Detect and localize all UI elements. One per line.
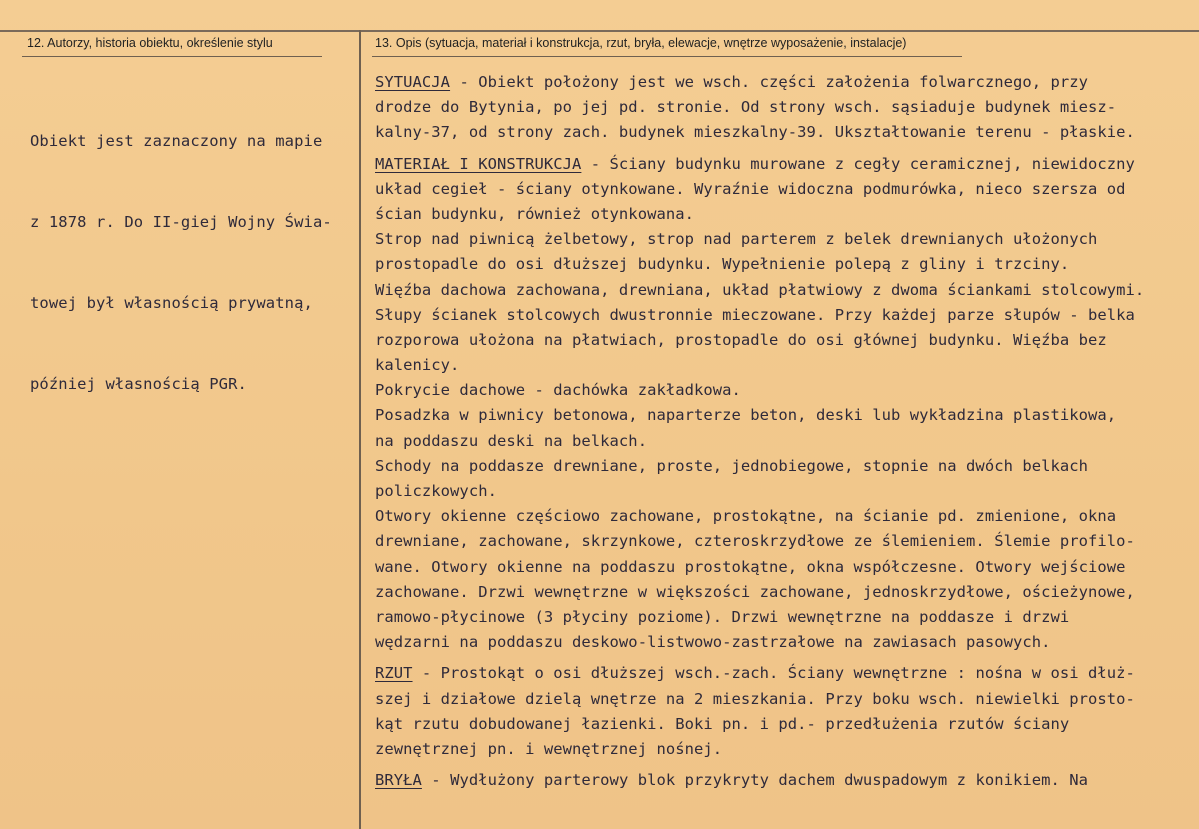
keyword-bryla: BRYŁA xyxy=(375,771,422,790)
text-line: policzkowych. xyxy=(375,482,497,500)
text-line: drewniane, zachowane, skrzynkowe, czteroskrzydłowe ze ślemieniem. Ślemie profilo- xyxy=(375,532,1135,551)
text-line: później własnością PGR. xyxy=(30,375,247,393)
text-line: szej i działowe dzielą wnętrze na 2 mieszkania. Przy boku wsch. niewielki prosto- xyxy=(375,689,1135,708)
text-line: z 1878 r. Do II-giej Wojny Świa- xyxy=(30,213,332,231)
text-line: prostopadle do osi dłuższej budynku. Wypełnienie polepą z gliny i trzciny. xyxy=(375,255,1070,274)
text-line: wędzarni na poddaszu deskowo-listwowo-zastrzałowe na zawiasach pasowych. xyxy=(375,633,1051,652)
heading-rule-right xyxy=(372,56,962,57)
section-13-body xyxy=(375,70,1185,793)
text-line: kalenicy. xyxy=(375,356,460,375)
text-line: ścian budynku, również otynkowana. xyxy=(375,204,694,223)
text-line: kalny-37, od strony zach. budynek mieszkalny-39. Ukształtowanie terenu - płaskie. xyxy=(375,123,1135,142)
text-line: RZUT - Prostokąt o osi dłuższej wsch.-zach. Ściany wewnętrzne : nośna w osi dłuż- xyxy=(375,664,1135,683)
text-line: MATERIAŁ I KONSTRUKCJA - Ściany budynku murowane z cegły ceramicznej, niewidoczny xyxy=(375,154,1135,173)
text-line: kąt rzutu dobudowanej łazienki. Boki pn. i pd.- przedłużenia rzutów ściany xyxy=(375,714,1070,733)
text-line: towej był własnością prywatną, xyxy=(30,294,313,312)
heading-rule-left xyxy=(22,56,322,57)
text-line: drodze do Bytynia, po jej pd. stronie. Od strony wsch. sąsiaduje budynek miesz- xyxy=(375,98,1117,117)
text-line: Posadzka w piwnicy betonowa, naparterze beton, deski lub wykładzina plastikowa, xyxy=(375,406,1117,425)
section-13-heading: 13. Opis (sytuacja, materiał i konstrukcja, rzut, bryła, elewacje, wnętrze wyposażenie, instalacje) xyxy=(375,36,907,50)
section-12-body xyxy=(30,74,350,452)
keyword-rzut: RZUT xyxy=(375,664,413,683)
keyword-material: MATERIAŁ I KONSTRUKCJA xyxy=(375,154,582,173)
text-line: Otwory okienne częściowo zachowane, prostokątne, na ścianie pd. zmienione, okna xyxy=(375,507,1117,526)
section-12-heading: 12. Autorzy, historia obiektu, określenie stylu xyxy=(27,36,273,50)
text-line: ramowo-płycinowe (3 płyciny poziome). Drzwi wewnętrzne na poddasze i drzwi xyxy=(375,607,1070,626)
text-line: wane. Otwory okienne na poddaszu prostokątne, okna współczesne. Otwory wejściowe xyxy=(375,557,1126,576)
keyword-sytuacja: SYTUACJA xyxy=(375,73,451,91)
column-divider xyxy=(359,30,361,829)
text-line: Pokrycie dachowe - dachówka zakładkowa. xyxy=(375,381,741,400)
text-line: BRYŁA - Wydłużony parterowy blok przykryty dachem dwuspadowym z konikiem. Na xyxy=(375,771,1089,790)
text-line: na poddaszu deski na belkach. xyxy=(375,431,648,450)
text-line: Więźba dachowa zachowana, drewniana, układ płatwiowy z dwoma ściankami stolcowymi. xyxy=(375,280,1145,299)
text-line: zachowane. Drzwi wewnętrzne w większości zachowane, jednoskrzydłowe, ościeżynowe, xyxy=(375,582,1135,601)
text-line: Obiekt jest zaznaczony na mapie xyxy=(30,132,323,150)
text-line: Schody na poddasze drewniane, proste, jednobiegowe, stopnie na dwóch belkach xyxy=(375,456,1089,475)
top-rule xyxy=(0,30,1199,32)
text-line: rozporowa ułożona na płatwiach, prostopadle do osi głównej budynku. Więźba bez xyxy=(375,330,1107,349)
text-line: układ cegieł - ściany otynkowane. Wyraźnie widoczna podmurówka, nieco szersza od xyxy=(375,179,1126,198)
text-line: Słupy ścianek stolcowych dwustronnie mieczowane. Przy każdej parze słupów - belka xyxy=(375,305,1135,324)
text-line: zewnętrznej pn. i wewnętrznej nośnej. xyxy=(375,739,723,758)
text-line: Strop nad piwnicą żelbetowy, strop nad parterem z belek drewnianych ułożonych xyxy=(375,230,1098,249)
text-line: SYTUACJA - Obiekt położony jest we wsch. części założenia folwarcznego, przy xyxy=(375,73,1089,91)
